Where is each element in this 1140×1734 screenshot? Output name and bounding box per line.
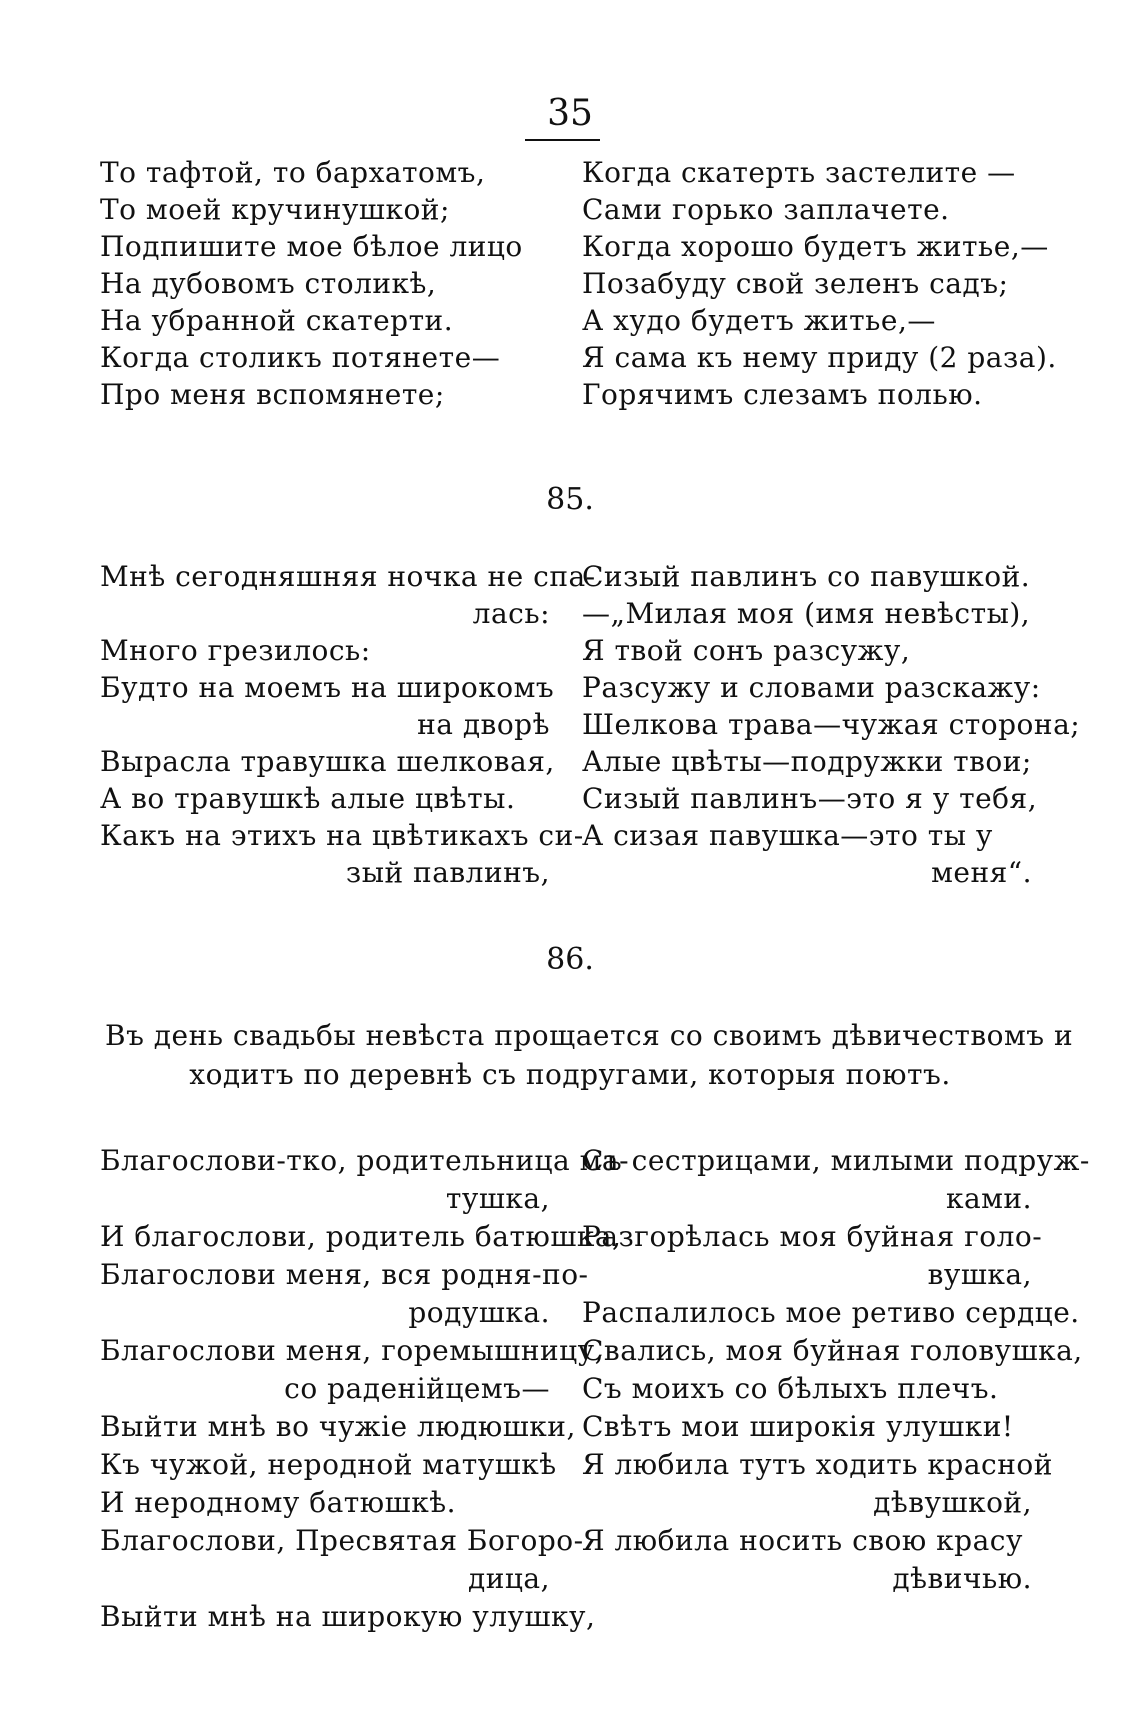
song-86-number: 86. xyxy=(546,942,594,977)
verse-line: Благослови-тко, родительница ма- xyxy=(100,1144,630,1177)
verse-line: Благослови меня, горемышницу, xyxy=(100,1334,605,1367)
verse-line: Свѣтъ мои широкія улушки! xyxy=(582,1410,1014,1443)
verse-line: Позабуду свой зеленъ садъ; xyxy=(582,267,1009,300)
page-number: 35 xyxy=(547,93,593,134)
verse-line-continuation: дица, xyxy=(467,1562,550,1595)
verse-line: Сами горько заплачете. xyxy=(582,193,950,226)
verse-line: Выйти мнѣ на широкую улушку, xyxy=(100,1600,596,1633)
verse-line: Благослови, Пресвятая Богоро- xyxy=(100,1524,584,1557)
song-86-note-line: Въ день свадьбы невѣста прощается со своимъ дѣвичествомъ и xyxy=(105,1019,1074,1052)
verse-line: —„Милая моя (имя невѣсты), xyxy=(582,597,1031,630)
verse-line: Про меня вспомянете; xyxy=(100,378,445,411)
top-block-left-column xyxy=(100,154,550,413)
verse-line-continuation: дѣвушкой, xyxy=(873,1486,1032,1519)
verse-line: На дубовомъ столикѣ, xyxy=(100,267,437,300)
top-block-right-column xyxy=(582,154,1057,413)
verse-line: Разсужу и словами разскажу: xyxy=(582,671,1041,704)
verse-line: Съ моихъ со бѣлыхъ плечъ. xyxy=(582,1372,999,1405)
verse-line: То моей кручинушкой; xyxy=(100,193,450,226)
verse-line-continuation: зый павлинъ, xyxy=(345,856,550,889)
verse-line: Когда хорошо будетъ житье,— xyxy=(582,230,1049,263)
verse-line: Какъ на этихъ на цвѣтикахъ си- xyxy=(100,819,584,852)
verse-line: Выйти мнѣ во чужіе людюшки, xyxy=(100,1410,576,1443)
verse-line-continuation: ками. xyxy=(945,1182,1032,1215)
page-number-rule xyxy=(525,139,600,141)
verse-line: Благослови меня, вся родня-по- xyxy=(100,1258,589,1291)
verse-line: Къ чужой, неродной матушкѣ xyxy=(100,1448,557,1481)
verse-line: Я сама къ нему приду (2 раза). xyxy=(582,341,1057,374)
verse-line: Разгорѣлась моя буйная голо- xyxy=(582,1220,1043,1253)
verse-line: Я твой сонъ разсужу, xyxy=(582,634,911,667)
verse-line: Подпишите мое бѣлое лицо xyxy=(100,230,523,263)
verse-line: Горячимъ слезамъ полью. xyxy=(582,378,983,411)
song-86-note-line: ходитъ по деревнѣ съ подругами, которыя поютъ. xyxy=(189,1058,951,1091)
verse-line-continuation: на дворѣ xyxy=(417,708,550,741)
verse-line-continuation: родушка. xyxy=(408,1296,550,1329)
song-85-right-column xyxy=(582,558,1081,891)
song-85-left-column xyxy=(100,558,596,891)
verse-line: Будто на моемъ на широкомъ xyxy=(100,671,555,704)
verse-line: Я любила носить свою красу xyxy=(582,1524,1023,1557)
verse-line: Много грезилось: xyxy=(100,634,371,667)
verse-line-continuation: вушка, xyxy=(927,1258,1032,1291)
verse-line-continuation: лась: xyxy=(472,597,550,630)
verse-line: То тафтой, то бархатомъ, xyxy=(100,156,486,189)
verse-line: Я любила тутъ ходить красной xyxy=(582,1448,1053,1481)
song-86-note xyxy=(105,1016,1074,1094)
verse-line-continuation: дѣвичью. xyxy=(892,1562,1032,1595)
verse-line: А сизая павушка—это ты у xyxy=(582,819,993,852)
verse-line: Распалилось мое ретиво сердце. xyxy=(582,1296,1080,1329)
verse-line: На убранной скатерти. xyxy=(100,304,454,337)
song-85-number: 85. xyxy=(546,482,594,517)
verse-line: Вырасла травушка шелковая, xyxy=(100,745,555,778)
verse-line: А во травушкѣ алые цвѣты. xyxy=(100,782,516,815)
verse-line: Когда столикъ потянете— xyxy=(100,341,501,374)
verse-line: А худо будетъ житье,— xyxy=(582,304,936,337)
verse-line-continuation: тушка, xyxy=(445,1182,550,1215)
verse-line: Мнѣ сегодняшняя ночка не спа- xyxy=(100,560,596,593)
verse-line: И благослови, родитель батюшка, xyxy=(100,1220,622,1253)
song-86-left-column xyxy=(100,1142,630,1636)
verse-line-continuation: со раденійцемъ— xyxy=(284,1372,550,1405)
verse-line: И неродному батюшкѣ. xyxy=(100,1486,456,1519)
verse-line: Сизый павлинъ—это я у тебя, xyxy=(582,782,1038,815)
verse-line: Свались, моя буйная головушка, xyxy=(582,1334,1083,1367)
verse-line: Сизый павлинъ со павушкой. xyxy=(582,560,1031,593)
verse-line-continuation: меня“. xyxy=(931,856,1032,889)
verse-line: Алые цвѣты—подружки твои; xyxy=(582,745,1032,778)
verse-line: Шелкова трава—чужая сторона; xyxy=(582,708,1081,741)
verse-line: Съ сестрицами, милыми подруж- xyxy=(582,1144,1090,1177)
song-86-right-column xyxy=(582,1142,1090,1598)
verse-line: Когда скатерть застелите — xyxy=(582,156,1016,189)
